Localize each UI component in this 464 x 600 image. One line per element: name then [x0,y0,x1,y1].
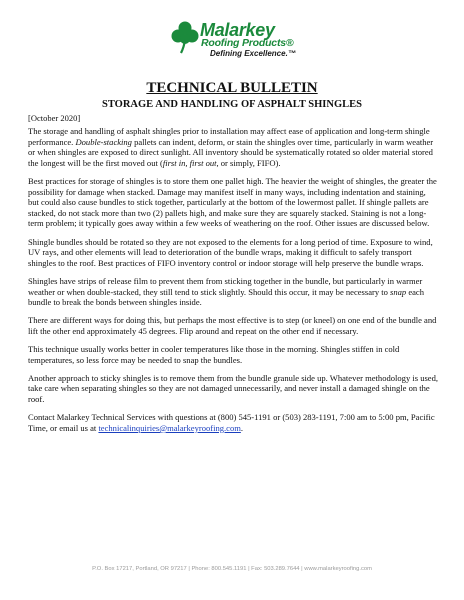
email-link[interactable]: technicalinquiries@malarkeyroofing.com [98,422,241,433]
paragraph-sticky-shingles: Another approach to sticky shingles is to remove them from the bundle granule side up. Whatever methodology is used, take care when separating shingles so they are not damaged unnecessarily, and never install a damaged shingle on the roof. [28,372,438,405]
bulletin-date: [October 2020] [28,113,81,123]
shamrock-icon [170,20,200,54]
logo-tagline: Defining Excellence.™ [210,49,296,58]
paragraph-fifo: The storage and handling of asphalt shingles prior to installation may affect ease of application and long-term shingle performance. Double-stacking pallets can indent, deform, or stain the shingles over time, particularly in warm weather or when shingles are exposed to direct sunlight. All inventory should be systematically rotated so older material stored the longest will be the first moved out (first in, first out, or simply, FIFO). [28,126,434,168]
bulletin-title: TECHNICAL BULLETIN [146,80,318,96]
company-logo [170,20,310,68]
footer-contact-info: P.O. Box 17217, Portland, OR 97217 | Phone: 800.545.1191 | Fax: 503.289.7644 | www.malarkeyroofing.com [92,566,372,572]
paragraph-stacking: Best practices for storage of shingles is to store them one pallet high. The heavier the weight of shingles, the greater the possibility for damage when stacked. Damage may manifest itself in many ways, including indentation and staining, but could also cause bundles to stick together, particularly at the bottom of the lowermost pallet. If shingle pallets are stacked, do not stack more than two (2) pallets high, and make sure they are squarely stacked. Staining is not a long-term problem; it typically goes away within a few weeks of weathering on the roof. Other issues are discussed below. [28,175,437,229]
logo-brand: Malarkey [200,20,275,40]
paragraph-release-film: Shingles have strips of release film to prevent them from sticking together in the bundle, but particularly in warmer weather or when double-stacked, they still tend to stick slightly. Should this occur, it may be necessary to snap each bundle to break the bonds between shingles inside. [28,275,424,308]
bulletin-subtitle: STORAGE AND HANDLING OF ASPHALT SHINGLES [102,99,362,110]
paragraph-contact: Contact Malarkey Technical Services with questions at (800) 545-1191 or (503) 283-1191, 7:00 am to 5:00 pm, Pacific Time, or email us at technicalinquiries@malarkeyroofing.com. [28,412,435,433]
logo-subtitle: Roofing Products® [201,37,294,49]
paragraph-cool-temps: This technique usually works better in cooler temperatures like those in the morning. Shingles stiffen in cold temperatures, so less force may be needed to snap the bundles. [28,344,400,365]
paragraph-rotation: Shingle bundles should be rotated so they are not exposed to the elements for a long period of time. Exposure to wind, UV rays, and other elements will lead to deterioration of the bundle wraps, making it difficult to safely transport shingles to the roof. Best practices of FIFO inventory control or indoor storage will help preserve the bundle wraps. [28,236,433,268]
bulletin-body [28,126,438,441]
paragraph-snap-method: There are different ways for doing this, but perhaps the most effective is to step (or kneel) on one end of the bundle and lift the other end approximately 45 degrees. Flip around and repeat on the other end if necessary. [28,315,437,336]
